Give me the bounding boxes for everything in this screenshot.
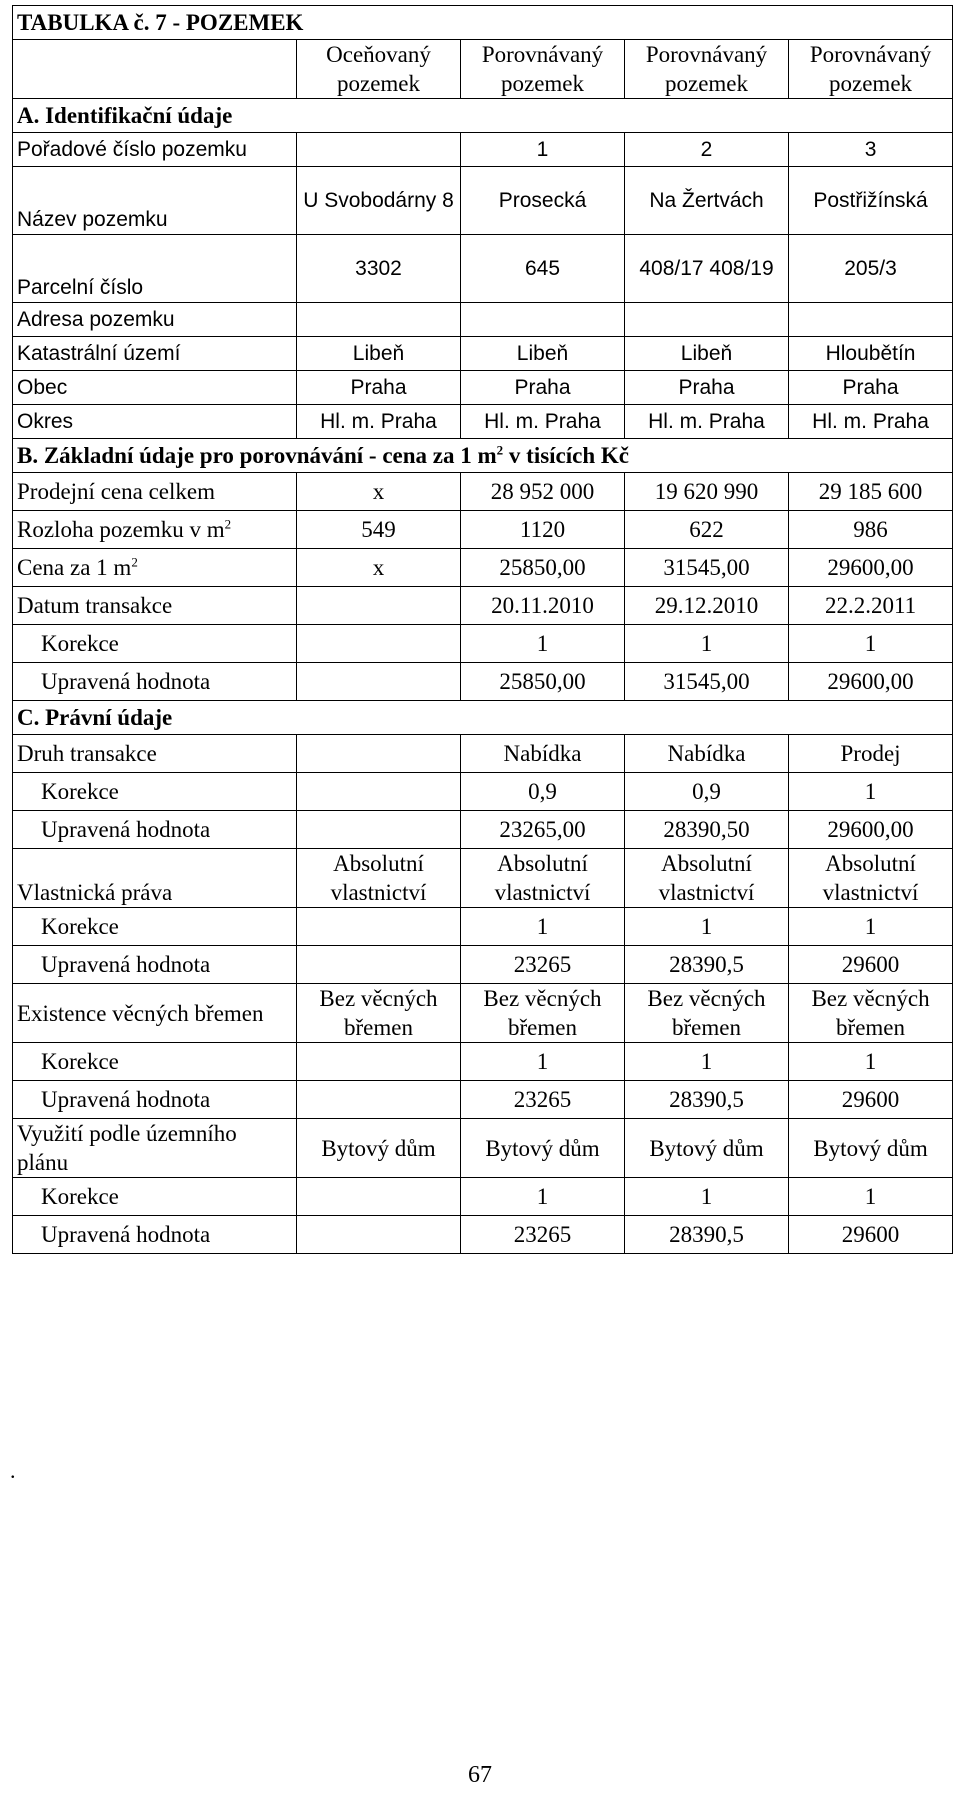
obec-label bbox=[13, 371, 297, 405]
table-title-row bbox=[13, 6, 953, 40]
brem-upr-value-4: 29600 bbox=[789, 1081, 953, 1119]
adresa-label-text: Adresa pozemku bbox=[17, 308, 175, 331]
bremena-value-4: Bez věcných břemen bbox=[789, 984, 953, 1043]
rozloha-value-3: 622 bbox=[625, 511, 789, 549]
row-korekce bbox=[13, 625, 953, 663]
vyuziti-label-text: Využití podle územního plánu bbox=[17, 1121, 237, 1175]
rozloha-label-text: Rozloha pozemku v m bbox=[17, 517, 225, 542]
vyu-kor-label-text: Korekce bbox=[41, 1184, 119, 1209]
datum-value-4: 22.2.2011 bbox=[789, 587, 953, 625]
nazev-label bbox=[13, 167, 297, 235]
vyu-kor-value-2: 1 bbox=[461, 1178, 625, 1216]
vlast-upr-label bbox=[13, 946, 297, 984]
rozloha-value-1: 549 bbox=[297, 511, 461, 549]
upravena-value-2: 25850,00 bbox=[461, 663, 625, 701]
row-katastralni bbox=[13, 337, 953, 371]
poradove-label bbox=[13, 133, 297, 167]
katastralni-label-text: Katastrální území bbox=[17, 342, 181, 365]
druh-kor-label bbox=[13, 773, 297, 811]
row-druh-kor bbox=[13, 773, 953, 811]
katastralni-label bbox=[13, 337, 297, 371]
obec-value-2: Praha bbox=[461, 371, 625, 405]
parcelni-value-3: 408/17 408/19 bbox=[625, 235, 789, 303]
druh-value-4: Prodej bbox=[789, 735, 953, 773]
section-c-heading: C. Právní údaje bbox=[13, 701, 953, 735]
nazev-label-text: Název pozemku bbox=[17, 208, 168, 231]
prodejni-label bbox=[13, 473, 297, 511]
datum-value-3: 29.12.2010 bbox=[625, 587, 789, 625]
poradove-label-text: Pořadové číslo pozemku bbox=[17, 138, 247, 161]
cena-m2-label bbox=[13, 549, 297, 587]
bremena-value-2: Bez věcných břemen bbox=[461, 984, 625, 1043]
vlast-kor-value-3: 1 bbox=[625, 908, 789, 946]
katastralni-value-4: Hloubětín bbox=[789, 337, 953, 371]
section-b-tail: v tisících Kč bbox=[503, 443, 630, 468]
brem-upr-value-2: 23265 bbox=[461, 1081, 625, 1119]
cena-m2-label-sup: 2 bbox=[131, 554, 138, 570]
korekce-label-text: Korekce bbox=[41, 631, 119, 656]
vyu-kor-value-4: 1 bbox=[789, 1178, 953, 1216]
row-adresa bbox=[13, 303, 953, 337]
korekce-value-1 bbox=[297, 625, 461, 663]
cena-m2-value-1: x bbox=[297, 549, 461, 587]
upravena-value-1 bbox=[297, 663, 461, 701]
prodejni-value-3: 19 620 990 bbox=[625, 473, 789, 511]
vlast-kor-label-text: Korekce bbox=[41, 914, 119, 939]
vlast-kor-value-1 bbox=[297, 908, 461, 946]
brem-upr-label bbox=[13, 1081, 297, 1119]
druh-upr-value-2: 23265,00 bbox=[461, 811, 625, 849]
vyu-kor-label bbox=[13, 1178, 297, 1216]
col-header-porovnavany-1: Porovnávaný pozemek bbox=[461, 40, 625, 99]
row-brem-upr bbox=[13, 1081, 953, 1119]
col-header-ocenovany: Oceňovaný pozemek bbox=[297, 40, 461, 99]
section-c-body bbox=[13, 701, 953, 1254]
section-b-text: B. Základní údaje pro porovnávání - cena za 1 m bbox=[17, 443, 497, 468]
okres-value-1: Hl. m. Praha bbox=[297, 405, 461, 439]
datum-value-1 bbox=[297, 587, 461, 625]
vyu-upr-label bbox=[13, 1216, 297, 1254]
cena-m2-value-3: 31545,00 bbox=[625, 549, 789, 587]
row-druh bbox=[13, 735, 953, 773]
vlast-upr-value-3: 28390,5 bbox=[625, 946, 789, 984]
row-okres bbox=[13, 405, 953, 439]
row-vlast bbox=[13, 849, 953, 908]
pozemek-table bbox=[12, 5, 953, 1254]
vlast-kor-value-2: 1 bbox=[461, 908, 625, 946]
druh-label bbox=[13, 735, 297, 773]
vyu-upr-value-4: 29600 bbox=[789, 1216, 953, 1254]
druh-kor-label-text: Korekce bbox=[41, 779, 119, 804]
row-nazev bbox=[13, 167, 953, 235]
row-rozloha bbox=[13, 511, 953, 549]
adresa-value-3 bbox=[625, 303, 789, 337]
prodejni-value-2: 28 952 000 bbox=[461, 473, 625, 511]
section-b-heading bbox=[13, 439, 953, 473]
druh-kor-value-4: 1 bbox=[789, 773, 953, 811]
nazev-value-1: U Svobodárny 8 bbox=[297, 167, 461, 235]
korekce-value-4: 1 bbox=[789, 625, 953, 663]
okres-label-text: Okres bbox=[17, 410, 74, 433]
bremena-value-1: Bez věcných břemen bbox=[297, 984, 461, 1043]
vyuziti-value-4: Bytový dům bbox=[789, 1119, 953, 1178]
druh-label-text: Druh transakce bbox=[17, 741, 157, 766]
row-datum bbox=[13, 587, 953, 625]
adresa-value-2 bbox=[461, 303, 625, 337]
okres-value-4: Hl. m. Praha bbox=[789, 405, 953, 439]
korekce-value-3: 1 bbox=[625, 625, 789, 663]
druh-upr-label bbox=[13, 811, 297, 849]
katastralni-value-1: Libeň bbox=[297, 337, 461, 371]
vlast-label bbox=[13, 849, 297, 908]
row-vlast-upr bbox=[13, 946, 953, 984]
section-a-heading: A. Identifikační údaje bbox=[13, 99, 953, 133]
brem-upr-value-1 bbox=[297, 1081, 461, 1119]
row-cena-m2 bbox=[13, 549, 953, 587]
datum-label bbox=[13, 587, 297, 625]
korekce-label bbox=[13, 625, 297, 663]
rozloha-value-4: 986 bbox=[789, 511, 953, 549]
nazev-value-3: Na Žertvách bbox=[625, 167, 789, 235]
druh-kor-value-3: 0,9 bbox=[625, 773, 789, 811]
upravena-value-3: 31545,00 bbox=[625, 663, 789, 701]
obec-value-1: Praha bbox=[297, 371, 461, 405]
brem-kor-value-3: 1 bbox=[625, 1043, 789, 1081]
rozloha-label-sup: 2 bbox=[224, 516, 232, 532]
row-upravena bbox=[13, 663, 953, 701]
vyu-kor-value-3: 1 bbox=[625, 1178, 789, 1216]
druh-kor-value-1 bbox=[297, 773, 461, 811]
vlast-upr-value-1 bbox=[297, 946, 461, 984]
row-poradove bbox=[13, 133, 953, 167]
adresa-label bbox=[13, 303, 297, 337]
row-vyuziti bbox=[13, 1119, 953, 1178]
vlast-value-2: Absolutní vlastnictví bbox=[461, 849, 625, 908]
section-a-heading-row bbox=[13, 99, 953, 133]
druh-upr-value-3: 28390,50 bbox=[625, 811, 789, 849]
rozloha-value-2: 1120 bbox=[461, 511, 625, 549]
prodejni-label-text: Prodejní cena celkem bbox=[17, 479, 215, 504]
adresa-value-1 bbox=[297, 303, 461, 337]
vlast-value-4: Absolutní vlastnictví bbox=[789, 849, 953, 908]
parcelni-label-text: Parcelní číslo bbox=[17, 276, 144, 299]
druh-value-1 bbox=[297, 735, 461, 773]
vlast-kor-value-4: 1 bbox=[789, 908, 953, 946]
parcelni-value-4: 205/3 bbox=[789, 235, 953, 303]
stray-dot: . bbox=[10, 1458, 16, 1483]
table-title: TABULKA č. 7 - POZEMEK bbox=[13, 6, 953, 40]
section-c-heading-row bbox=[13, 701, 953, 735]
brem-kor-label-text: Korekce bbox=[41, 1049, 119, 1074]
druh-upr-value-4: 29600,00 bbox=[789, 811, 953, 849]
vyu-upr-value-1 bbox=[297, 1216, 461, 1254]
vyu-upr-label-text: Upravená hodnota bbox=[41, 1222, 211, 1247]
poradove-value-2: 1 bbox=[461, 133, 625, 167]
row-vyu-kor bbox=[13, 1178, 953, 1216]
parcelni-label bbox=[13, 235, 297, 303]
druh-value-3: Nabídka bbox=[625, 735, 789, 773]
row-druh-upr bbox=[13, 811, 953, 849]
datum-label-text: Datum transakce bbox=[17, 593, 173, 618]
section-b-sup: 2 bbox=[496, 442, 504, 458]
okres-value-2: Hl. m. Praha bbox=[461, 405, 625, 439]
header-empty-cell bbox=[13, 40, 297, 99]
row-prodejni bbox=[13, 473, 953, 511]
poradove-value-4: 3 bbox=[789, 133, 953, 167]
obec-value-3: Praha bbox=[625, 371, 789, 405]
nazev-value-2: Prosecká bbox=[461, 167, 625, 235]
vlast-value-1: Absolutní vlastnictví bbox=[297, 849, 461, 908]
nazev-value-4: Postřižínská bbox=[789, 167, 953, 235]
vyu-kor-value-1 bbox=[297, 1178, 461, 1216]
cena-m2-value-4: 29600,00 bbox=[789, 549, 953, 587]
adresa-value-4 bbox=[789, 303, 953, 337]
prodejni-value-1: x bbox=[297, 473, 461, 511]
upravena-value-4: 29600,00 bbox=[789, 663, 953, 701]
page-number: 67 bbox=[468, 1762, 492, 1788]
upravena-label bbox=[13, 663, 297, 701]
row-vlast-kor bbox=[13, 908, 953, 946]
bremena-label-text: Existence věcných břemen bbox=[17, 1000, 264, 1026]
cena-m2-label-text: Cena za 1 m bbox=[17, 555, 132, 580]
katastralni-value-2: Libeň bbox=[461, 337, 625, 371]
druh-upr-value-1 bbox=[297, 811, 461, 849]
vyuziti-value-3: Bytový dům bbox=[625, 1119, 789, 1178]
okres-label bbox=[13, 405, 297, 439]
vlast-upr-value-4: 29600 bbox=[789, 946, 953, 984]
korekce-value-2: 1 bbox=[461, 625, 625, 663]
bremena-label bbox=[13, 984, 297, 1043]
row-vyu-upr bbox=[13, 1216, 953, 1254]
brem-kor-label bbox=[13, 1043, 297, 1081]
section-a-body bbox=[13, 99, 953, 439]
obec-label-text: Obec bbox=[17, 376, 68, 399]
druh-kor-value-2: 0,9 bbox=[461, 773, 625, 811]
brem-kor-value-1 bbox=[297, 1043, 461, 1081]
okres-value-3: Hl. m. Praha bbox=[625, 405, 789, 439]
section-b-body bbox=[13, 439, 953, 701]
brem-upr-label-text: Upravená hodnota bbox=[41, 1087, 211, 1112]
rozloha-label bbox=[13, 511, 297, 549]
datum-value-2: 20.11.2010 bbox=[461, 587, 625, 625]
obec-value-4: Praha bbox=[789, 371, 953, 405]
row-bremena bbox=[13, 984, 953, 1043]
druh-upr-label-text: Upravená hodnota bbox=[41, 817, 211, 842]
vlast-value-3: Absolutní vlastnictví bbox=[625, 849, 789, 908]
parcelni-value-2: 645 bbox=[461, 235, 625, 303]
vyuziti-value-2: Bytový dům bbox=[461, 1119, 625, 1178]
cena-m2-value-2: 25850,00 bbox=[461, 549, 625, 587]
vlast-upr-label-text: Upravená hodnota bbox=[41, 952, 211, 977]
vyuziti-label bbox=[13, 1119, 297, 1178]
vyuziti-value-1: Bytový dům bbox=[297, 1119, 461, 1178]
brem-kor-value-4: 1 bbox=[789, 1043, 953, 1081]
column-header-row bbox=[13, 40, 953, 99]
vyu-upr-value-3: 28390,5 bbox=[625, 1216, 789, 1254]
row-obec bbox=[13, 371, 953, 405]
druh-value-2: Nabídka bbox=[461, 735, 625, 773]
parcelni-value-1: 3302 bbox=[297, 235, 461, 303]
row-brem-kor bbox=[13, 1043, 953, 1081]
upravena-label-text: Upravená hodnota bbox=[41, 669, 211, 694]
vlast-label-text: Vlastnická práva bbox=[17, 880, 173, 905]
vlast-kor-label bbox=[13, 908, 297, 946]
vyu-upr-value-2: 23265 bbox=[461, 1216, 625, 1254]
row-parcelni bbox=[13, 235, 953, 303]
poradove-value-1 bbox=[297, 133, 461, 167]
brem-kor-value-2: 1 bbox=[461, 1043, 625, 1081]
prodejni-value-4: 29 185 600 bbox=[789, 473, 953, 511]
section-b-heading-row bbox=[13, 439, 953, 473]
poradove-value-3: 2 bbox=[625, 133, 789, 167]
vlast-upr-value-2: 23265 bbox=[461, 946, 625, 984]
col-header-porovnavany-2: Porovnávaný pozemek bbox=[625, 40, 789, 99]
brem-upr-value-3: 28390,5 bbox=[625, 1081, 789, 1119]
katastralni-value-3: Libeň bbox=[625, 337, 789, 371]
col-header-porovnavany-3: Porovnávaný pozemek bbox=[789, 40, 953, 99]
bremena-value-3: Bez věcných břemen bbox=[625, 984, 789, 1043]
